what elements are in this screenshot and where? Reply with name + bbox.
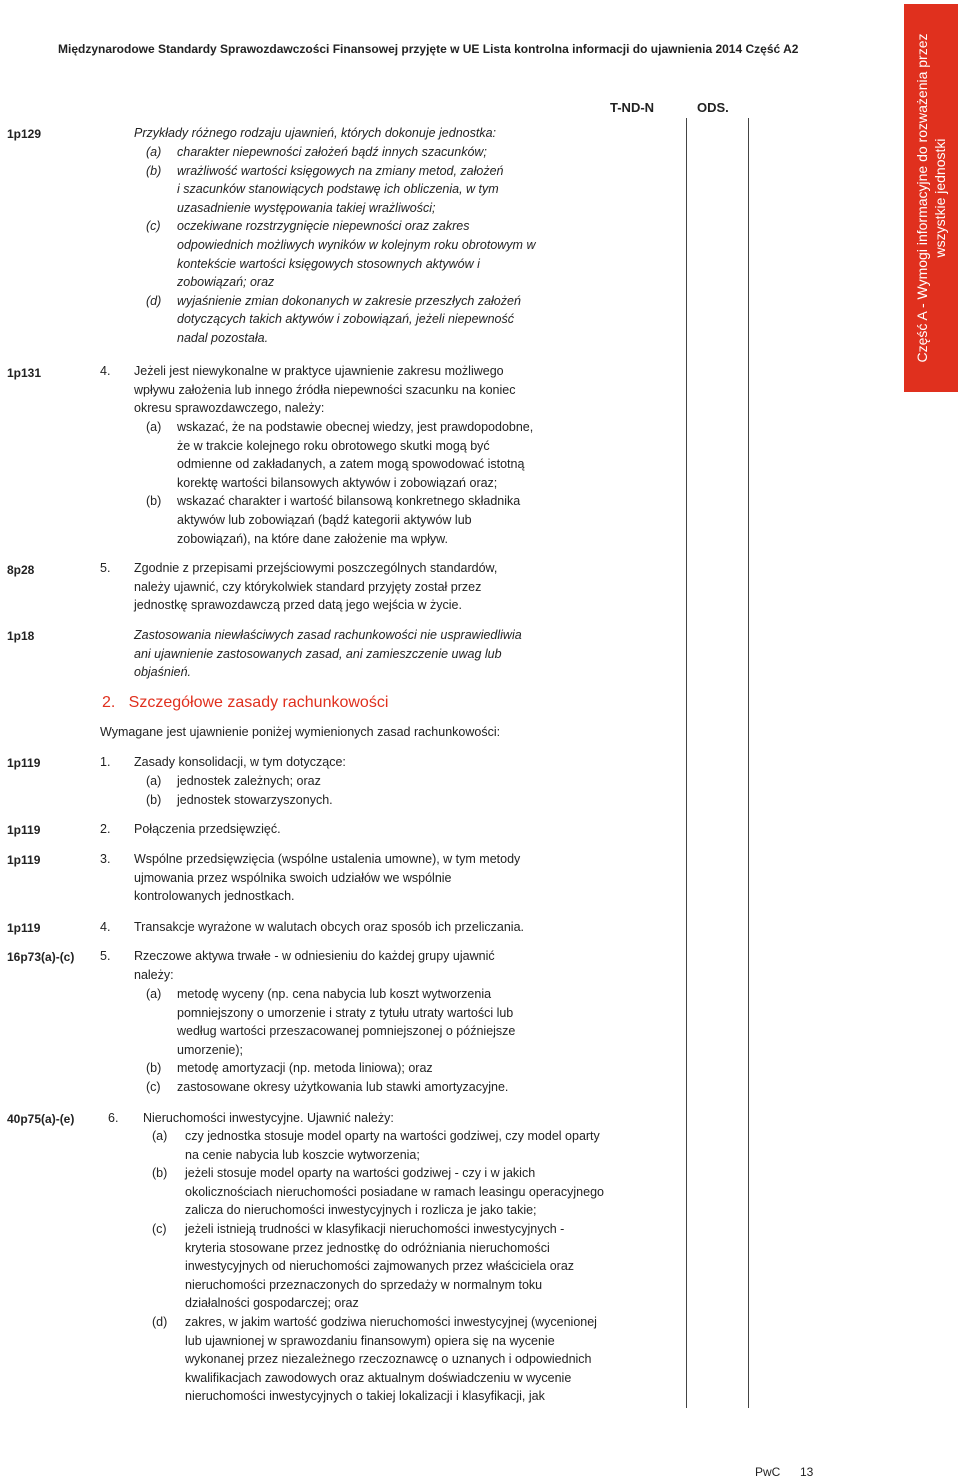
list-item: metodę wyceny (np. cena nabycia lub koszt wytworzenia pomniejszony o umorzenie i straty z tytułu utraty wartości lub według wartości przeszacowanej pomniejszonej o późniejsze umorzenie); <box>177 987 516 1057</box>
reference-1p119: 1p119 <box>7 756 41 770</box>
list-item: oczekiwane rozstrzygnięcie niepewności oraz zakres odpowiednich możliwych wyników w kolejnym roku obrotowym w kontekście wartości księgowych stosownych aktywów i zobowiązań; oraz <box>177 219 536 290</box>
reference-1p129: 1p129 <box>7 127 42 141</box>
reference-1p119: 1p119 <box>7 921 41 935</box>
list-item: wskazać, że na podstawie obecnej wiedzy, jest prawdopodobne, że w trakcie kolejnego roku obrotowego skutki mogą być odmienne od zakładanych, a zatem mogą spowodować istotną korektę wartości bilansowych aktywów i zobowiązań oraz; <box>177 420 534 490</box>
block-1p129 <box>134 124 496 143</box>
page-header: Międzynarodowe Standardy Sprawozdawczości Finansowej przyjęte w UE Lista kontrolna informacji do ujawnienia 2014 Część A2 <box>58 42 799 56</box>
block-1p131: Jeżeli jest niewykonalne w praktyce ujawnienie zakresu możliwego wpływu założenia lub innego źródła niepewności szacunku na koniec okresu sprawozdawczego, należy: <box>134 364 516 416</box>
list-item: zastosowane okresy użytkowania lub stawki amortyzacyjne. <box>177 1079 509 1094</box>
intro-line: Przykłady różnego rodzaju ujawnień, których dokonuje jednostka: <box>134 126 497 140</box>
list-item: jednostek stowarzyszonych. <box>177 792 333 807</box>
reference-1p18: 1p18 <box>7 629 35 643</box>
column-header-ods: ODS. <box>697 100 729 115</box>
list-item: wyjaśnienie zmian dokonanych w zakresie przeszłych założeń dotyczących takich aktywów i zobowiązań, jeżeli niepewność nadal pozostała. <box>177 293 521 345</box>
section-tab <box>904 4 958 392</box>
footer-brand: PwC <box>755 1465 781 1479</box>
reference-16p73: 16p73(a)-(c) <box>7 950 75 964</box>
reference-1p131: 1p131 <box>7 366 42 380</box>
list-item: wskazać charakter i wartość bilansową konkretnego składnika aktywów lub zobowiązań (bądź kategorii aktywów lub zobowiązań), na które dane założenie ma wpływ. <box>177 494 521 546</box>
reference-1p119: 1p119 <box>7 853 41 867</box>
list-item: wrażliwość wartości księgowych na zmiany metod, założeń i szacunków stanowiących podstawę ich obliczenia, w tym uzasadnienie występowania takiej wrażliwości; <box>177 163 504 215</box>
block-8p28: Zgodnie z przepisami przejściowymi poszczególnych standardów, należy ujawnić, czy którykolwiek standard przyjęty został przez jednostkę sprawozdawczą przed datą jego wejścia w życie. <box>134 561 498 613</box>
list-item: jeżeli istnieją trudności w klasyfikacji nieruchomości inwestycyjnych - kryteria stosowane przez jednostkę do odróżniania nieruchomości inwestycyjnych od nieruchomości zajmowanych przez właściciela oraz nieruchomości przeznaczonych do sprzedaży w normalnym toku działalności gospodarczej; oraz <box>185 1221 575 1311</box>
list-item: jeżeli stosuje model oparty na wartości godziwej - czy i w jakich okolicznościach nieruchomości posiadane w ramach leasingu operacyjnego zalicza do nieruchomości inwestycyjnych i rozlicza je jako takie; <box>185 1166 604 1218</box>
section-tab-line2: wszystkie jednostki <box>932 138 948 258</box>
list-item: metodę amortyzacji (np. metoda liniowa); oraz <box>177 1061 433 1076</box>
reference-1p119: 1p119 <box>7 823 41 837</box>
item-labels: (a) (b) (c) (d) <box>146 145 162 308</box>
column-divider-right <box>748 118 749 1408</box>
section-tab-line1: Część A - Wymogi informacyjne do rozważenia przez <box>914 33 930 363</box>
list-item: jednostek zależnych; oraz <box>177 774 321 788</box>
list-item: charakter niepewności założeń bądź innych szacunków; <box>177 145 487 159</box>
item-texts-1p129 <box>177 143 657 348</box>
list-item: czy jednostka stosuje model oparty na wartości godziwej, czy model oparty na cenie nabycia lub koszcie wytworzenia; <box>185 1129 600 1162</box>
section-title: 2. Szczegółowe zasady rachunkowości <box>102 694 389 711</box>
reference-8p28: 8p28 <box>7 563 35 577</box>
reference-40p75: 40p75(a)-(e) <box>7 1112 75 1126</box>
block-1p18: Zastosowania niewłaściwych zasad rachunkowości nie usprawiedliwia ani ujawnienie zastosowanych zasad, ani zamieszczenie uwag lub objaśnień. <box>134 628 522 680</box>
page-number: 13 <box>800 1465 814 1479</box>
list-item: zakres, w jakim wartość godziwa nieruchomości inwestycyjnej (wycenionej lub ujawnionej w sprawozdaniu finansowym) opiera się na wycenie wykonanej przez niezależnego rzeczoznawcę o uznanych i odpowiednich kwalifikacjach zawodowych oraz aktualnym doświadczeniu w wycenie nieruchomości inwestycyjnych o takiej lokalizacji i klasyfikacji, jak <box>185 1314 597 1404</box>
column-divider-left <box>686 118 687 1408</box>
section-intro: Wymagane jest ujawnienie poniżej wymienionych zasad rachunkowości: <box>100 725 501 739</box>
column-header-tndn: T-ND-N <box>610 100 655 115</box>
